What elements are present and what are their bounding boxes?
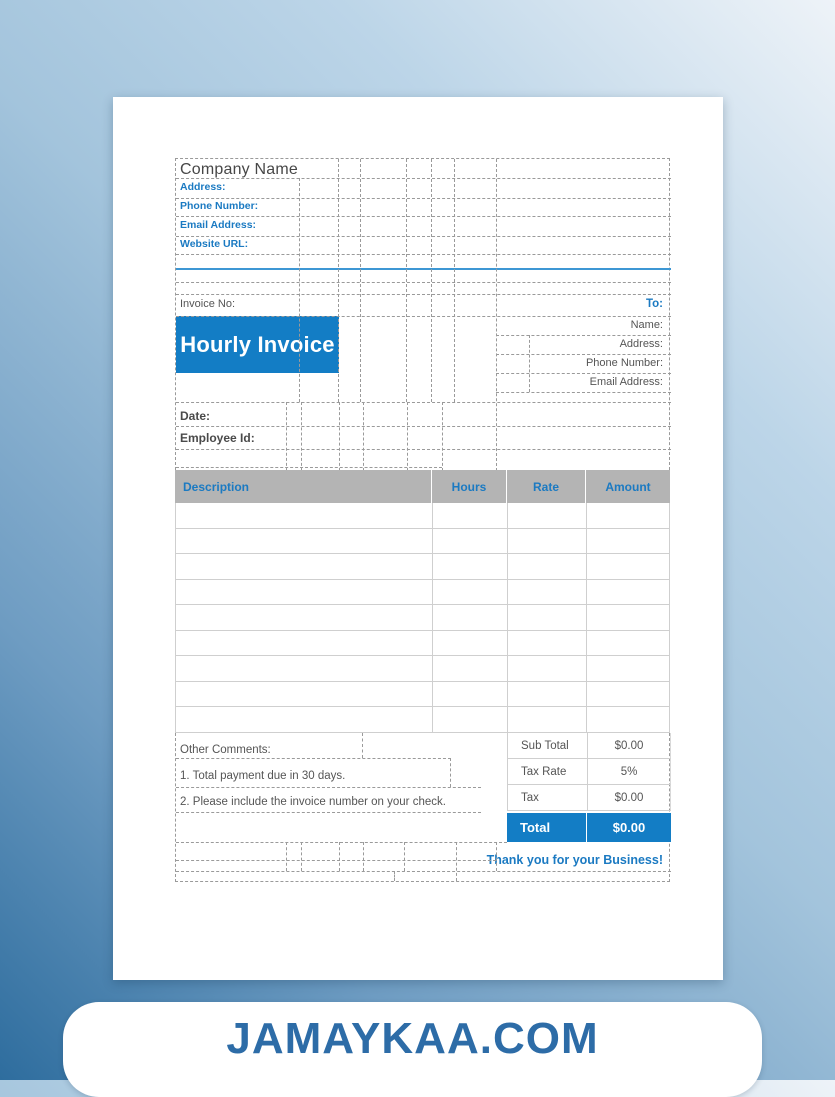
column-header-amount: Amount [585,470,670,503]
table-row [176,554,669,580]
invoice-template [175,158,670,882]
invoice-page [113,97,723,980]
empty-cell [176,682,432,707]
grid-line [496,354,671,355]
grid-line [529,335,530,392]
empty-cell [432,503,507,528]
empty-cell [432,529,507,554]
grand-total-label: Total [520,820,551,835]
empty-cell [586,707,669,732]
tax-rate-value: 5% [587,759,670,784]
grid-line [406,159,407,402]
tax-rate-row [507,759,671,785]
empty-cell [432,656,507,681]
tax-rate-label: Tax Rate [521,765,567,778]
empty-cell [507,682,586,707]
grid-line [176,758,451,759]
empty-cell [507,580,586,605]
company-email-label: Email Address: [180,219,257,231]
bill-to-address-label: Address: [619,338,663,350]
empty-cell [176,631,432,656]
grid-line [176,871,671,872]
items-table [175,470,670,733]
subtotal-value: $0.00 [587,733,670,758]
grid-line [360,159,361,402]
grid-line [176,426,671,427]
invoice-title: Hourly Invoice [180,331,335,357]
empty-cell [507,631,586,656]
bill-to-email-label: Email Address: [589,376,663,388]
subtotal-label: Sub Total [521,739,569,752]
grid-line [496,159,497,471]
grid-line [176,316,671,317]
empty-cell [586,529,669,554]
grid-line [407,402,408,471]
empty-cell [176,707,432,732]
empty-cell [176,605,432,630]
watermark-bar [63,1002,762,1097]
grid-line [339,842,340,871]
grid-line [299,178,300,402]
bill-to-phone-label: Phone Number: [585,357,663,369]
empty-cell [586,605,669,630]
table-row [176,707,669,733]
grid-line [404,842,405,871]
empty-cell [432,605,507,630]
grid-line [286,842,287,871]
empty-cell [176,580,432,605]
table-row [176,631,669,657]
grid-line [176,294,671,295]
grid-line [301,402,302,471]
grid-line [339,402,340,471]
grid-line [176,449,671,450]
watermark-text: JAMAYKAA.COM [226,1014,599,1063]
bill-to-heading: To: [645,298,663,310]
table-row [176,605,669,631]
empty-cell [586,682,669,707]
column-header-description: Description [183,479,250,494]
empty-cell [176,529,432,554]
tax-label: Tax [521,791,539,804]
thank-you-message: Thank you for your Business! [486,853,663,867]
empty-cell [507,554,586,579]
empty-cell [176,554,432,579]
empty-cell [432,682,507,707]
column-header-hours: Hours [431,470,506,503]
invoice-title-banner [176,316,339,373]
empty-cell [432,707,507,732]
grid-line [450,758,451,787]
empty-cell [176,656,432,681]
grid-line [442,402,443,471]
grid-line [286,402,287,471]
empty-cell [586,631,669,656]
invoice-header-section [175,158,670,470]
subtotal-row [507,733,671,759]
empty-cell [507,503,586,528]
empty-cell [586,656,669,681]
grid-line [363,402,364,471]
totals-block [507,733,671,811]
invoice-footer-section [175,733,670,882]
empty-cell [507,605,586,630]
comment-line-1: 1. Total payment due in 30 days. [180,770,346,782]
company-phone-label: Phone Number: [180,200,259,212]
grid-line [301,842,302,871]
grid-line [176,787,481,788]
grid-line [363,842,364,871]
comments-heading: Other Comments: [180,744,271,756]
table-row [176,580,669,606]
grid-line [176,467,442,468]
grid-line [496,842,497,871]
grid-line [176,282,671,283]
grid-line [454,159,455,402]
grid-line [496,335,671,336]
grid-line [176,402,671,403]
empty-cell [432,580,507,605]
table-row [176,503,669,529]
grid-line [176,842,507,843]
empty-cell [432,631,507,656]
grand-total-row [507,813,671,842]
grid-line [431,159,432,402]
empty-cell [432,554,507,579]
empty-cell [586,554,669,579]
grid-line [176,860,496,861]
empty-cell [586,580,669,605]
empty-cell [507,529,586,554]
grid-line [456,842,457,881]
grid-line [496,373,671,374]
grid-line [176,254,671,255]
table-row [176,656,669,682]
items-table-body [175,503,670,733]
grid-line [176,178,671,179]
empty-cell [586,503,669,528]
tax-row [507,785,671,811]
grid-line [176,216,671,217]
tax-value: $0.00 [587,785,670,810]
bill-to-name-label: Name: [630,319,663,331]
grid-line [176,236,671,237]
grid-line [176,198,671,199]
grid-line [176,812,481,813]
table-row [176,529,669,555]
header-divider-line [176,268,671,270]
grid-line [362,733,363,758]
grand-total-value: $0.00 [586,813,671,842]
grid-line [338,159,339,402]
company-name: Company Name [180,161,299,178]
empty-cell [176,503,432,528]
empty-cell [507,656,586,681]
invoice-no-label: Invoice No: [180,298,236,310]
grid-line [496,392,671,393]
column-header-rate: Rate [506,470,585,503]
company-website-label: Website URL: [180,238,249,250]
employee-id-label: Employee Id: [180,431,255,445]
empty-cell [507,707,586,732]
grid-line [394,871,395,881]
date-label: Date: [180,409,211,423]
company-address-label: Address: [180,181,226,193]
items-table-header [175,470,670,503]
table-row [176,682,669,708]
comment-line-2: 2. Please include the invoice number on your check. [180,796,446,808]
